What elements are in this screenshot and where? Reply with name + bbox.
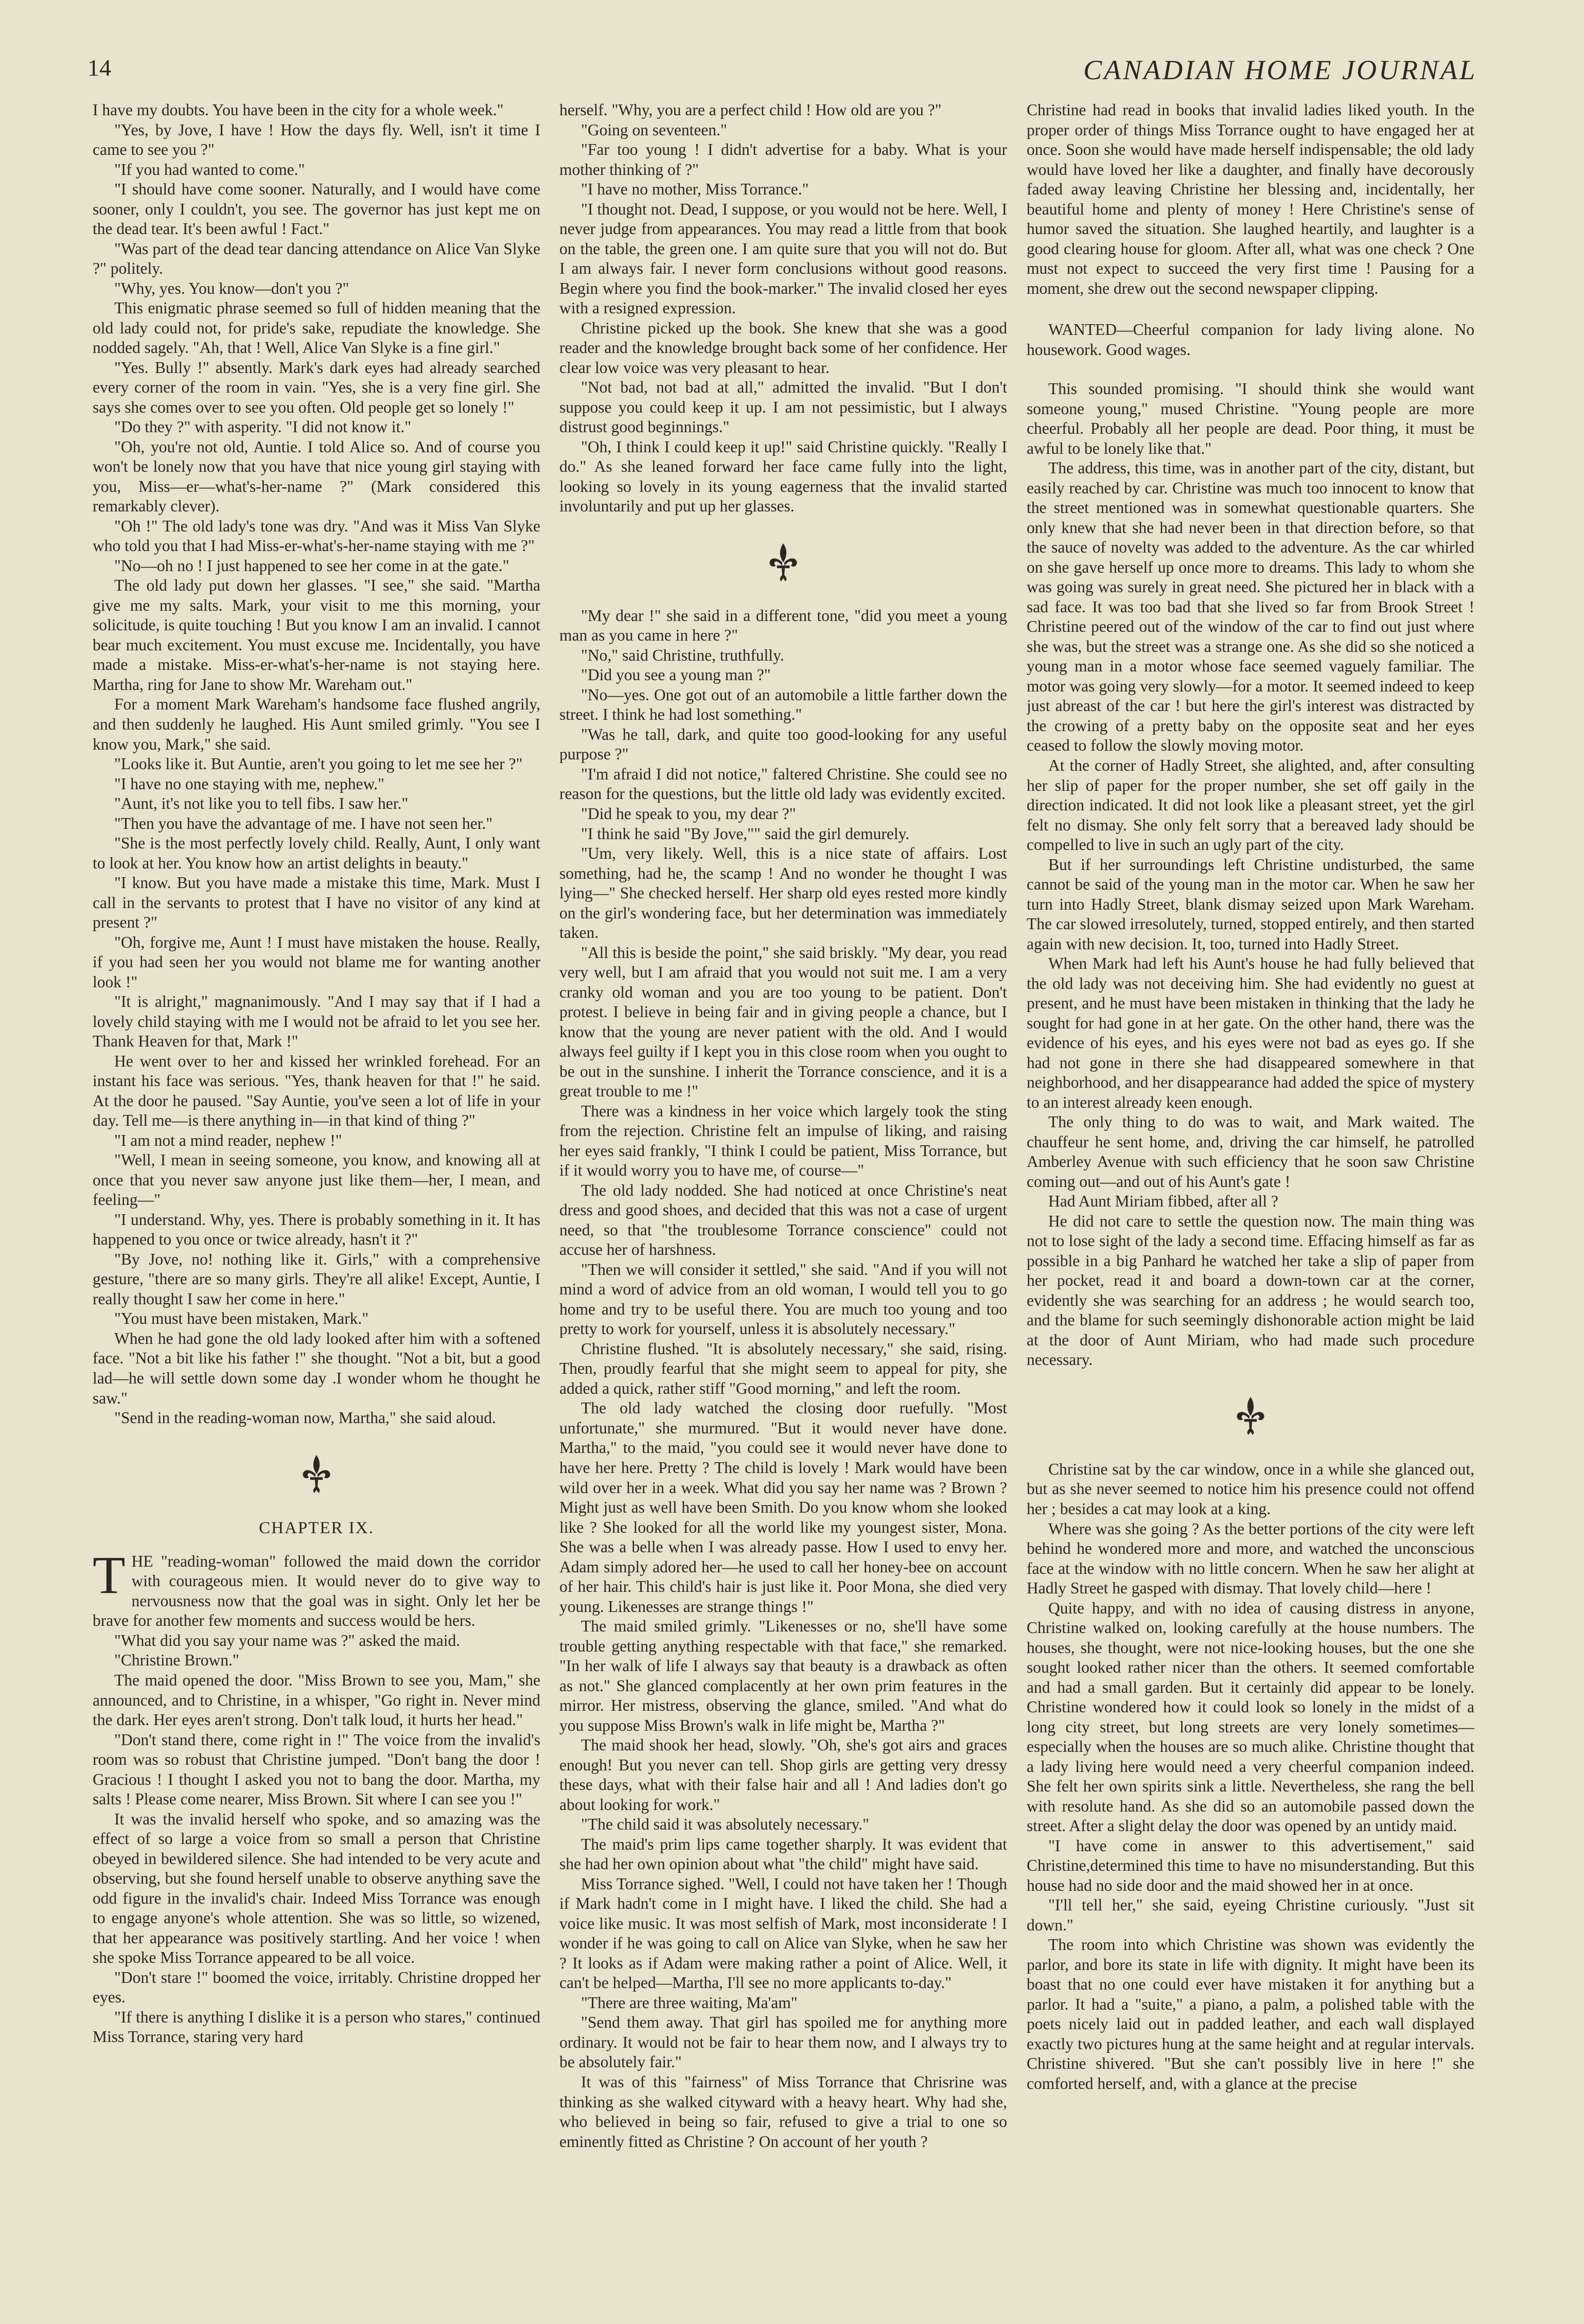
paragraph: When he had gone the old lady looked after him with a softened face. "Not a bit like his father !" she thought. "Not a bit, but a good lad—he will settle down some day .I wonder whom he thought he saw." bbox=[93, 1329, 540, 1407]
paragraph: The maid's prim lips came together sharply. It was evident that she had her own opinion about what "the child" might have said. bbox=[559, 1835, 1007, 1873]
paragraph: The maid opened the door. "Miss Brown to see you, Mam," she announced, and to Christine, in a whisper, "Go right in. Never mind the dark. Her eyes aren't strong. Don't talk loud, it hurts her head." bbox=[93, 1671, 540, 1729]
paragraph: "No—oh no ! I just happened to see her come in at the gate." bbox=[114, 556, 509, 575]
paragraph: The old lady put down her glasses. "I see," she said. "Martha give me my salts. Mark, your visit to me this morning, your solicitude, is quite touching ! But you know I am an invalid. I cannot bear much excitement. You must excuse me. Incidentally, you have made a mistake. Miss-er-what's-her-name is not staying here. Martha, ring for Jane to show Mr. Wareham out." bbox=[93, 576, 540, 694]
paragraph: Christine picked up the book. She knew that she was a good reader and the knowledge brought back some of her confidence. Her clear low voice was very pleasant to hear. bbox=[559, 318, 1007, 377]
column-2 bbox=[559, 100, 1007, 2282]
paragraph: Where was she going ? As the better portions of the city were left behind he wondered more and more, and watched the unconscious face at the window with no little concern. When he saw her alight at Hadly Street he gasped with dismay. That lovely child—here ! bbox=[1027, 1519, 1474, 1598]
paragraph: "Um, very likely. Well, this is a nice state of affairs. Lost something, had he, the scamp ! And no wonder he thought I was lying—" She checked herself. Her sharp old eyes rested more kindly on the girl's wondering face, but her determination was immediately taken. bbox=[559, 844, 1007, 942]
paragraph: "There are three waiting, Ma'am" bbox=[581, 1993, 798, 2012]
paragraph: At the corner of Hadly Street, she alighted, and, after consulting her slip of paper for the proper number, she set off gaily in the direction indicated. It did not look like a pleasant street, yet the girl felt no dismay. She only felt sorry that a bereaved lady should be compelled to live in such an ugly part of the city. bbox=[1027, 756, 1474, 854]
paragraph: "Looks like it. But Auntie, aren't you going to let me see her ?" bbox=[114, 755, 523, 773]
fleur-de-lis-icon bbox=[559, 541, 1007, 583]
paragraph: "If there is anything I dislike it is a person who stares," continued Miss Torrance, staring very hard bbox=[93, 2008, 540, 2046]
paragraph: "If you had wanted to come." bbox=[114, 160, 305, 179]
paragraph: "Oh, forgive me, Aunt ! I must have mistaken the house. Really, if you had seen her you would not blame me for wanting another look !" bbox=[93, 933, 540, 991]
paragraph: "Yes, by Jove, I have ! How the days fly. Well, isn't it time I came to see you ?" bbox=[93, 120, 540, 159]
column-1 bbox=[93, 100, 540, 2282]
paragraph: "All this is beside the point," she said briskly. "My dear, you read very well, but I am afraid that you would not suit me. I am a very cranky old woman and you are too young to be patient. Don't protest. I believe in being fair and in giving people a chance, but I know that the young are never patient with the old. And I would always feel guilty if I kept you in this close room when you ought to be out in the sunshine. I inherit the Torrance conscience, and it is a great trouble to me !" bbox=[559, 943, 1007, 1101]
paragraph: For a moment Mark Wareham's handsome face flushed angrily, and then suddenly he laughed. His Aunt smiled grimly. "You see I know you, Mark," she said. bbox=[93, 695, 540, 753]
paragraph: "I understand. Why, yes. There is probably something in it. It has happened to you once or twice already, hasn't it ?" bbox=[93, 1210, 540, 1249]
paragraph: "Yes. Bully !" absently. Mark's dark eyes had already searched every corner of the room in vain. "Yes, she is a very fine girl. She says she comes over to see you often. Old people get so lonely !" bbox=[93, 358, 540, 416]
journal-title: CANADIAN HOME JOURNAL bbox=[1083, 55, 1477, 85]
paragraph: "Christine Brown." bbox=[114, 1651, 239, 1670]
paragraph: "Why, yes. You know—don't you ?" bbox=[114, 279, 349, 297]
paragraph: "Don't stand there, come right in !" The voice from the invalid's room was so robust that Christine jumped. "Don't bang the door ! Gracious ! I thought I asked you not to bang the door. Martha, my salts ! Please come nearer, Miss Brown. Sit where I can see you !" bbox=[93, 1730, 540, 1808]
paragraph: "The child said it was absolutely necessary." bbox=[581, 1815, 869, 1834]
paragraph: "Send in the reading-woman now, Martha," she said aloud. bbox=[114, 1409, 496, 1427]
paragraph: He did not care to settle the question now. The main thing was not to lose sight of the lady a second time. Effacing himself as far as possible in a big Panhard he watched her take a slip of paper from her pocket, read it and board a down-town car at the corner, evidently she was searching for an address ; he would search too, and the blame for such seemingly dishonorable action might be laid at the door of Aunt Miriam, who had made such procedure necessary. bbox=[1027, 1212, 1474, 1369]
paragraph: "Send them away. That girl has spoiled me for anything more ordinary. It would not be fair to hear them now, and I always try to be absolutely fair." bbox=[559, 2013, 1007, 2071]
paragraph: Quite happy, and with no idea of causing distress in anyone, Christine walked on, looking carefully at the house numbers. The houses, she thought, were not nice-looking houses, but the one she sought looked rather nicer than the others. It seemed comfortable and had a small garden. But it certainly did appear to be lonely. Christine wondered how it could look so lonely in the midst of a long city street, but long streets are very lonely sometimes—especially when the houses are so much alike. Christine thought that a lady living here would need a very cheerful companion indeed. She felt her own spirits sink a little. Nevertheless, she rang the bell with resolute hand. As she did so an automobile passed down the street. After a slight delay the door was opened by an untidy maid. bbox=[1027, 1599, 1474, 1835]
chapter-heading: CHAPTER IX. bbox=[259, 1518, 374, 1537]
paragraph: This enigmatic phrase seemed so full of hidden meaning that the old lady could not, for pride's sake, repudiate the knowledge. She nodded sagely. "Ah, that ! Well, Alice Van Slyke is a fine girl." bbox=[93, 299, 540, 357]
paragraph: The maid smiled grimly. "Likenesses or no, she'll have some trouble getting anything respectable with that face," she remarked. "In her walk of life I always say that beauty is a drawback as often as not." She glanced complacently at her own prim features in the mirror. Her mistress, observing the glance, smiled. "And what do you suppose Miss Brown's walk in life might be, Martha ?" bbox=[559, 1617, 1007, 1734]
paragraph: "No," said Christine, truthfully. bbox=[581, 646, 784, 664]
paragraph: Christine had read in books that invalid ladies liked youth. In the proper order of things Miss Torrance ought to have engaged her at once. Soon she would have made herself indispensable; the old lady would have loved her like a daughter, and finally have decorously faded away leaving Christine her blessing and, incidentally, her beautiful home and plenty of money ! Here Christine's sense of humor saved the situation. She laughed heartily, and laughter is a good clearing house for gloom. After all, what was one check ? One must not expect to succeed the very first time ! Pausing for a moment, she drew out the second newspaper clipping. bbox=[1027, 101, 1474, 297]
paragraph: "Going on seventeen." bbox=[581, 120, 727, 139]
paragraph: "Oh, I think I could keep it up!" said Christine quickly. "Really I do." As she leaned forward her face came fully into the light, looking so lovely in its young eagerness that the invalid started involuntarily and put up her glasses. bbox=[559, 437, 1007, 516]
paragraph: He went over to her and kissed her wrinkled forehead. For an instant his face was serious. "Yes, thank heaven for that !" he said. At the door he paused. "Say Auntie, you've seen a lot of life in your day. Tell me—is there anything in—in that kind of thing ?" bbox=[93, 1052, 540, 1130]
paragraph: "I'm afraid I did not notice," faltered Christine. She could see no reason for the questions, but the little old lady was evidently excited. bbox=[559, 765, 1007, 803]
paragraph: "Well, I mean in seeing someone, you know, and knowing all at once that you never saw anyone just like them—her, I mean, and feeling—" bbox=[93, 1151, 540, 1209]
paragraph: The maid shook her head, slowly. "Oh, she's got airs and graces enough! But you never can tell. Shop girls are getting very dressy these days, what with their false hair and all ! And ladies don't go about looking for work." bbox=[559, 1736, 1007, 1814]
page-number: 14 bbox=[87, 55, 111, 81]
paragraph: "I think he said "By Jove,"" said the girl demurely. bbox=[581, 824, 910, 843]
paragraph: "Oh, you're not old, Auntie. I told Alice so. And of course you won't be lonely now that you have that nice young girl staying with you, Miss—er—what's-her-name ?" (Mark considered this remarkably clever). bbox=[93, 437, 540, 516]
chapter-opening-paragraph bbox=[93, 1545, 540, 1631]
drop-cap: T bbox=[93, 1545, 126, 1605]
paragraph: Christine flushed. "It is absolutely necessary," she said, rising. Then, proudly fearful that she might seem to appeal for pity, she added a quick, rather stiff "Good morning," and left the room. bbox=[559, 1339, 1007, 1397]
paragraph: It was of this "fairness" of Miss Torrance that Chrisrine was thinking as she walked cityward with a heavy heart. Why had she, who believed in being so fair, refused to give a trial to one so eminently fitted as Christine ? On account of her youth ? bbox=[559, 2072, 1007, 2151]
paragraph: "I have come in answer to this advertisement," said Christine,determined this time to have no misunderstanding. But this house had no side door and the maid showed her in at once. bbox=[1027, 1836, 1474, 1894]
paragraph: "I should have come sooner. Naturally, and I would have come sooner, only I couldn't, you see. The governor has just kept me on the dead tear. It's been awful ! Fact." bbox=[93, 180, 540, 238]
paragraph: This sounded promising. "I should think she would want someone young," mused Christine. "Young people are more cheerful. Probably all her people are dead. Poor thing, it must be awful to be lonely like that." bbox=[1027, 380, 1474, 457]
fleur-de-lis-icon bbox=[1027, 1395, 1474, 1437]
text-columns bbox=[93, 100, 1480, 2282]
paragraph: "I'll tell her," she said, eyeing Christine curiously. "Just sit down." bbox=[1027, 1896, 1474, 1934]
fleur-de-lis-icon bbox=[93, 1453, 540, 1495]
paragraph: herself. "Why, you are a perfect child ! How old are you ?" bbox=[559, 101, 942, 119]
paragraph: "I have no one staying with me, nephew." bbox=[114, 774, 384, 793]
paragraph: "Oh !" The old lady's tone was dry. "And was it Miss Van Slyke who told you that I had Miss-er-what's-her-name staying with me ?" bbox=[93, 517, 540, 555]
paragraph-text: HE "reading-woman" followed the maid down the corridor with courageous mien. It would never do to give way to nervousness now that the goal was in sight. Only let her be brave for another few moments and success would be hers. bbox=[93, 1552, 540, 1630]
paragraph: "I have no mother, Miss Torrance." bbox=[581, 180, 809, 199]
paragraph: "You must have been mistaken, Mark." bbox=[114, 1309, 369, 1328]
paragraph: The address, this time, was in another part of the city, distant, but easily reached by car. Christine was much too innocent to know that the street mentioned was in somewhat questionable quarters. She only knew that she had never been in that direction before, so that the sauce of novelty was added to the adventure. As the car whirled on she gave herself up once more to dreams. This lady to whom she was going was surely in great need. She pictured her in black with a sad face. It was too bad that she lived so far from Brook Street ! Christine peered out of the window of the car to find out just where she was, but the street was a strange one. As she did so she noticed a young man in a motor whose face seemed vaguely familiar. The motor was going very slowly—for a motor. It seemed indeed to keep just abreast of the car ! but here the girl's interest was distracted by the crowing of a pretty baby on the opposite seat and her eyes ceased to follow the slowly moving motor. bbox=[1027, 459, 1474, 755]
paragraph: "Far too young ! I didn't advertise for a baby. What is your mother thinking of ?" bbox=[559, 140, 1007, 179]
paragraph: "I know. But you have made a mistake this time, Mark. Must I call in the servants to protest that I have no visitor of any kind at present ?" bbox=[93, 874, 540, 932]
paragraph: "Do they ?" with asperity. "I did not know it." bbox=[114, 418, 411, 436]
paragraph: "Was part of the dead tear dancing attendance on Alice Van Slyke ?" politely. bbox=[93, 239, 540, 278]
paragraph: "Did you see a young man ?" bbox=[581, 666, 771, 684]
paragraph: I have my doubts. You have been in the city for a whole week." bbox=[93, 101, 504, 119]
paragraph: The old lady watched the closing door ruefully. "Most unfortunate," she murmured. "But it would never have done. Martha," to the maid, "you could see it would never have done to have her here. Pretty ? The child is lovely ! Mark would have been wild over her in a week. What did you say her name was ? Brown ? Might just as well have been Smith. Do you know whom she looked like ? She looked for all the world like my youngest sister, Mona. She was a belle when I was already passe. How I used to envy her. Adam simply adored her—he used to call her honey-bee on account of her hair. This child's hair is just like it. Poor Mona, she died very young. Likenesses are strange things !" bbox=[559, 1399, 1007, 1616]
paragraph: "Then we will consider it settled," she said. "And if you will not mind a word of advice from an old woman, I would tell you to go home and try to be useful there. You are much too young and too pretty to work for yourself, unless it is absolutely necessary." bbox=[559, 1260, 1007, 1338]
paragraph: "By Jove, no! nothing like it. Girls," with a comprehensive gesture, "there are so many girls. They're all alike! Except, Auntie, I really thought I saw her come in here." bbox=[93, 1250, 540, 1308]
paragraph: When Mark had left his Aunt's house he had fully believed that the old lady was not deceiving him. She had evidently no guest at present, and he must have been mistaken in thinking that the lady he sought for had gone in at her gate. On the other hand, there was the evidence of his eyes, and his eyes were not bad as eyes go. If she had not gone in there she had disappeared somewhere in that neighborhood, and her disappearance had added the spice of mystery to an interest already keen enough. bbox=[1027, 954, 1474, 1111]
paragraph: It was the invalid herself who spoke, and so amazing was the effect of so large a voice from so small a person that Christine obeyed in bewildered silence. She had intended to be very acute and observing, but she found herself unable to observe anything save the odd figure in the invalid's chair. Indeed Miss Torrance was enough to engage anyone's whole attention. She was so little, so wizened, that her appearance was positively startling. And her voice ! when she spoke Miss Torrance appeared to be all voice. bbox=[93, 1809, 540, 1967]
paragraph: Had Aunt Miriam fibbed, after all ? bbox=[1048, 1192, 1278, 1211]
advertisement-clipping: WANTED—Cheerful companion for lady living alone. No housework. Good wages. bbox=[1027, 321, 1474, 359]
column-3 bbox=[1027, 100, 1474, 2282]
paragraph: "Then you have the advantage of me. I have not seen her." bbox=[114, 814, 493, 832]
paragraph: Miss Torrance sighed. "Well, I could not have taken her ! Though if Mark hadn't come in I might have. I liked the child. She had a voice like music. It was most selfish of Mark, most inconsiderate ! I wonder if he was going to call on Alice van Slyke, when he saw her ? It looks as if Adam were making rather a point of Alice. Well, it can't be helped—Martha, I'll see no more applicants to-day." bbox=[559, 1874, 1007, 1992]
paragraph: "No—yes. One got out of an automobile a little farther down the street. I think he had lost something." bbox=[559, 685, 1007, 724]
paragraph: But if her surroundings left Christine undisturbed, the same cannot be said of the young man in the motor car. When he saw her turn into Hadly Street, blank dismay seized upon Mark Wareham. The car slowed irresolutely, turned, stopped entirely, and then started again with new decision. It, too, turned into Hadly Street. bbox=[1027, 855, 1474, 953]
paragraph: There was a kindness in her voice which largely took the sting from the rejection. Christine felt an impulse of liking, and raising her eyes said frankly, "I think I could be patient, Miss Torrance, but if it would worry you to have me, of course—" bbox=[559, 1102, 1007, 1180]
paragraph: "Aunt, it's not like you to tell fibs. I saw her." bbox=[114, 794, 409, 813]
paragraph: "Did he speak to you, my dear ?" bbox=[581, 804, 796, 823]
paragraph: "I am not a mind reader, nephew !" bbox=[114, 1131, 342, 1149]
paragraph: "My dear !" she said in a different tone, "did you meet a young man as you came in here ?" bbox=[559, 606, 1007, 645]
paragraph: "I thought not. Dead, I suppose, or you would not be here. Well, I never judge from appearances. You may read a little from that book on the table, the green one. I am quite sure that you will not do. But I am always fair. I never form conclusions without good reasons. Begin where you find the book-marker." The invalid closed her eyes with a resigned expression. bbox=[559, 200, 1007, 317]
paragraph: "What did you say your name was ?" asked the maid. bbox=[114, 1631, 461, 1649]
paragraph: "Not bad, not bad at all," admitted the invalid. "But I don't suppose you could keep it up. I am not pessimistic, but I always distrust good beginnings." bbox=[559, 378, 1007, 436]
paragraph: "It is alright," magnanimously. "And I may say that if I had a lovely child staying with me I would not be afraid to let you see her. Thank Heaven for that, Mark !" bbox=[93, 992, 540, 1051]
paragraph: The room into which Christine was shown was evidently the parlor, and bore its state in life with dignity. It might have been its boast that no one could ever have mistaken it for anything but a parlor. It had a "suite," a piano, a palm, a polished table with the poets nicely laid out in padded leather, and each wall displayed exactly two pictures hung at the same height and at regular intervals. Christine shivered. "But she can't possibly live in here !" she comforted herself, and, with a glance at the precise bbox=[1027, 1936, 1474, 2092]
paragraph: "She is the most perfectly lovely child. Really, Aunt, I only want to look at her. You know how an artist delights in beauty." bbox=[93, 834, 540, 872]
paragraph: Christine sat by the car window, once in a while she glanced out, but as she never seemed to notice him his presence could not offend her ; besides a cat may look at a king. bbox=[1027, 1460, 1474, 1518]
page-header bbox=[87, 49, 1477, 100]
paragraph: "Was he tall, dark, and quite too good-looking for any useful purpose ?" bbox=[559, 725, 1007, 764]
paragraph: "Don't stare !" boomed the voice, irritably. Christine dropped her eyes. bbox=[93, 1968, 540, 2007]
paragraph: The old lady nodded. She had noticed at once Christine's neat dress and good shoes, and decided that this was not a case of urgent need, so that "the troublesome Torrance conscience" could not accuse her of harshness. bbox=[559, 1181, 1007, 1259]
paragraph: The only thing to do was to wait, and Mark waited. The chauffeur he sent home, and, driving the car himself, he patrolled Amberley Avenue with such efficiency that he soon saw Christine coming out—and out of his Aunt's gate ! bbox=[1027, 1113, 1474, 1191]
